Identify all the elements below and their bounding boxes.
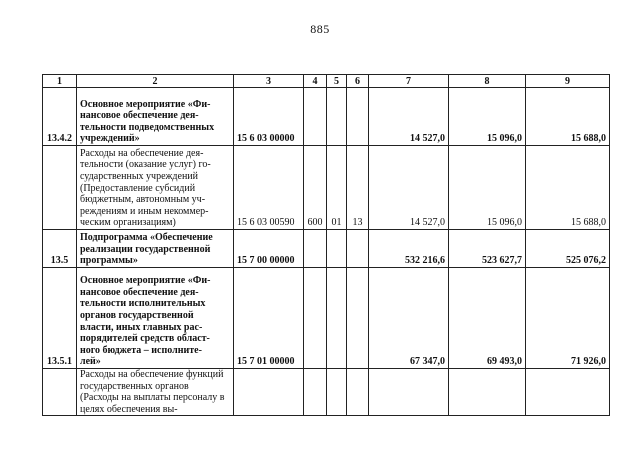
row-amount-8 xyxy=(449,369,526,416)
row-col-4 xyxy=(304,88,327,146)
row-amount-9: 15 688,0 xyxy=(526,88,610,146)
row-number: 13.5.1 xyxy=(43,268,77,369)
table-row xyxy=(43,88,610,146)
row-col-5 xyxy=(327,268,347,369)
row-col-6 xyxy=(347,268,369,369)
row-code: 15 7 00 00000 xyxy=(234,230,304,268)
budget-table xyxy=(42,74,610,416)
row-col-5: 01 xyxy=(327,146,347,230)
row-col-6 xyxy=(347,369,369,416)
row-amount-8: 15 096,0 xyxy=(449,146,526,230)
row-number: 13.5 xyxy=(43,230,77,268)
column-header: 4 xyxy=(304,75,327,88)
table-row xyxy=(43,146,610,230)
row-code: 15 7 01 00000 xyxy=(234,268,304,369)
row-col-5 xyxy=(327,369,347,416)
row-amount-9 xyxy=(526,369,610,416)
row-amount-7: 14 527,0 xyxy=(369,146,449,230)
row-amount-9: 15 688,0 xyxy=(526,146,610,230)
row-col-6 xyxy=(347,88,369,146)
row-name-text: Основное мероприятие «Финансовое обеспечение деятельности подведомственных учреждений» xyxy=(80,98,215,145)
row-col-4: 600 xyxy=(304,146,327,230)
row-number xyxy=(43,146,77,230)
row-code: 15 6 03 00590 xyxy=(234,146,304,230)
row-amount-8: 69 493,0 xyxy=(449,268,526,369)
table-header-row xyxy=(43,75,610,88)
row-col-5 xyxy=(327,230,347,268)
row-name xyxy=(77,268,234,369)
row-col-4 xyxy=(304,230,327,268)
row-name xyxy=(77,146,234,230)
row-name xyxy=(77,369,234,416)
row-col-4 xyxy=(304,369,327,416)
table-row xyxy=(43,268,610,369)
column-header: 1 xyxy=(43,75,77,88)
row-amount-7 xyxy=(369,369,449,416)
row-amount-7: 67 347,0 xyxy=(369,268,449,369)
row-name xyxy=(77,88,234,146)
column-header: 7 xyxy=(369,75,449,88)
row-amount-7: 14 527,0 xyxy=(369,88,449,146)
column-header: 2 xyxy=(77,75,234,88)
column-header: 9 xyxy=(526,75,610,88)
table-row xyxy=(43,230,610,268)
row-number: 13.4.2 xyxy=(43,88,77,146)
row-name-text: Расходы на обеспечение функций государственных органов (Расходы на выплаты персоналу в целях обеспечения вы- xyxy=(80,369,225,415)
row-amount-9: 71 926,0 xyxy=(526,268,610,369)
row-amount-8: 15 096,0 xyxy=(449,88,526,146)
page-number: 885 xyxy=(310,22,330,36)
row-number xyxy=(43,369,77,416)
row-name-text: Расходы на обеспечение деятельности (оказание услуг) государственных учреждений (Предоставление субсидий бюджетным, автономным учреждениям и иным некоммерческим организациям) xyxy=(80,147,211,229)
row-col-6 xyxy=(347,230,369,268)
row-col-5 xyxy=(327,88,347,146)
row-amount-9: 525 076,2 xyxy=(526,230,610,268)
row-code xyxy=(234,369,304,416)
column-header: 6 xyxy=(347,75,369,88)
row-code: 15 6 03 00000 xyxy=(234,88,304,146)
row-amount-8: 523 627,7 xyxy=(449,230,526,268)
row-name xyxy=(77,230,234,268)
column-header: 8 xyxy=(449,75,526,88)
row-name-text: Подпрограмма «Обеспечение реализации государственной программы» xyxy=(80,232,213,267)
row-name-text: Основное мероприятие «Финансовое обеспечение деятельности исполнительных органов государственной власти, иных главных распорядителей средств областного бюджета – исполнителей» xyxy=(80,275,211,368)
row-col-4 xyxy=(304,268,327,369)
row-col-6: 13 xyxy=(347,146,369,230)
table-row xyxy=(43,369,610,416)
row-amount-7: 532 216,6 xyxy=(369,230,449,268)
column-header: 5 xyxy=(327,75,347,88)
column-header: 3 xyxy=(234,75,304,88)
